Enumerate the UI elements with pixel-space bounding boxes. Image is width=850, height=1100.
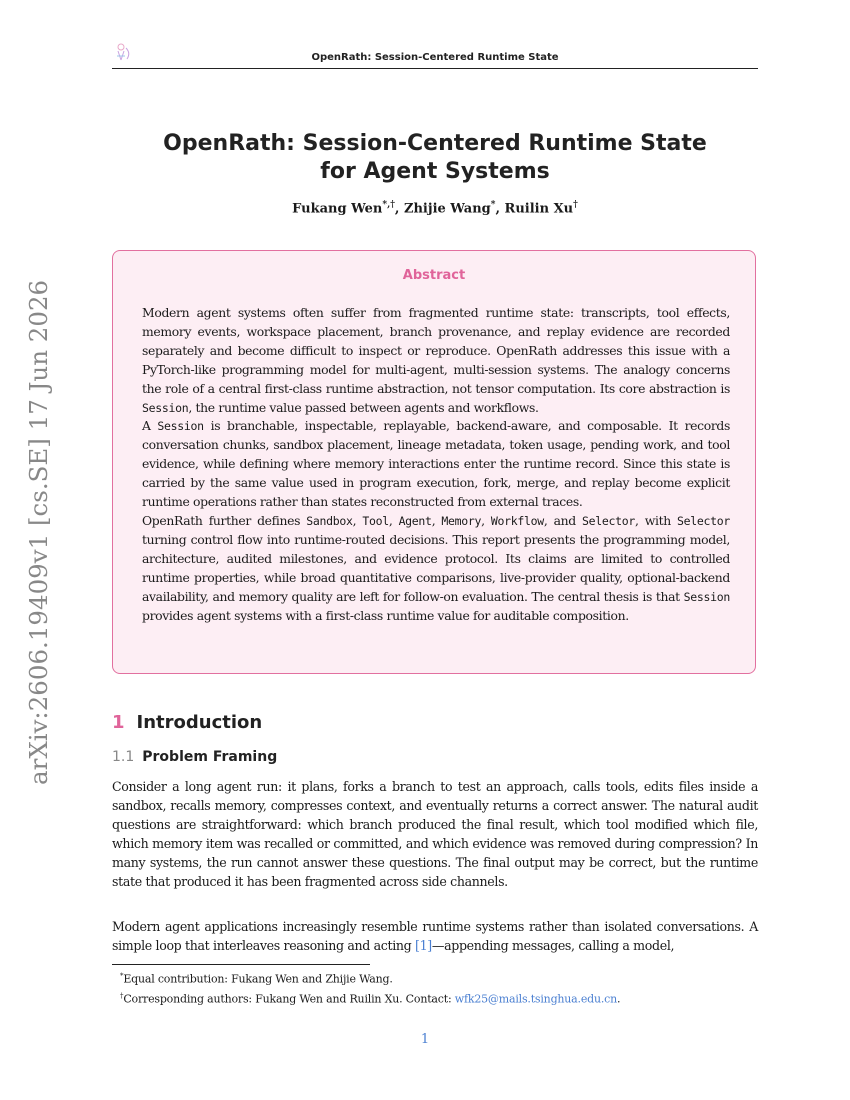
- text-run: ,: [352, 512, 363, 528]
- author-list: Fukang Wen*,†, Zhijie Wang*, Ruilin Xu†: [292, 200, 578, 217]
- code-term: Workflow: [490, 513, 544, 528]
- author-mark: *,†: [382, 200, 395, 210]
- text-run: provides agent systems with a first-class runtime value for auditable composition.: [142, 607, 629, 623]
- author-mark: †: [573, 200, 578, 210]
- footnote-rule: [112, 964, 370, 965]
- code-term: Tool: [362, 513, 389, 528]
- subsection-heading: [112, 749, 277, 765]
- text-run: , with: [634, 512, 677, 528]
- text-run: , and: [543, 512, 582, 528]
- code-term: Selector: [676, 513, 730, 528]
- footnotes: [120, 968, 620, 1007]
- abstract-heading: Abstract: [402, 268, 466, 283]
- subsection-number: 1.1: [112, 749, 135, 765]
- abstract-text: [142, 304, 730, 625]
- section-number: 1: [112, 712, 125, 733]
- paragraph-text: Consider a long agent run: it plans, forks a branch to test an approach, calls tools, edits files inside a sandbox, recalls memory, compresses context, and eventually returns a correct answer. The natural audit questions are straightforward: which branch produced the final result, which tool modified which file, which memory item was recalled or committed, and which evidence was removed during compression? In many systems, the run cannot answer these questions. The final output may be correct, but the runtime state that produced it has been fragmented across side channels.: [112, 779, 758, 889]
- footnote-text: Corresponding authors: Fukang Wen and Ruilin Xu. Contact:: [123, 992, 455, 1006]
- author-mark: *: [490, 200, 496, 210]
- text-run: ,: [388, 512, 399, 528]
- text-run: is branchable, inspectable, replayable, backend-aware, and composable. It records conversation chunks, sandbox placement, lineage metadata, token usage, pending work, and tool evidence, while defining where memory interactions enter the runtime record. Since this state is carried by the same value used in program execution, fork, merge, and replay become explicit runtime operations rather than states reconstructed from external traces.: [142, 418, 730, 510]
- code-term: Session: [157, 419, 204, 434]
- text-run: ,: [431, 512, 442, 528]
- paragraph-text: [112, 918, 758, 956]
- section-heading: [112, 712, 262, 733]
- paper-title: [112, 130, 758, 186]
- code-term: Agent: [398, 513, 432, 528]
- text-run: Modern agent systems often suffer from fragmented runtime state: transcripts, tool effects, memory events, workspace placement, branch provenance, and replay evidence are recorded separately and become difficult to inspect or reproduce. OpenRath addresses this issue with a PyTorch-like programming model for multi-agent, multi-session systems. The analogy concerns the role of a central first-class runtime abstraction, not tensor computation. Its core abstraction is: [142, 305, 730, 396]
- abstract-paragraph: [142, 304, 730, 417]
- title-line-2: for Agent Systems: [320, 159, 550, 184]
- text-run: Modern agent applications increasingly resemble runtime systems rather than isolated conversations. A simple loop that interleaves reasoning and acting: [112, 919, 758, 953]
- footnote-mark: *: [120, 972, 124, 980]
- code-term: Session: [683, 589, 730, 604]
- footnote-text: Equal contribution: Fukang Wen and Zhijie Wang.: [123, 972, 393, 986]
- abstract-box: [112, 250, 756, 674]
- text-run: , the runtime value passed between agents and workflows.: [188, 399, 539, 415]
- author-name: Fukang Wen: [292, 201, 383, 217]
- email-link[interactable]: wfk25@mails.tsinghua.edu.cn: [454, 992, 618, 1006]
- code-term: Selector: [581, 513, 635, 528]
- code-term: Sandbox: [306, 513, 353, 528]
- text-run: —appending messages, calling a model,: [431, 937, 675, 953]
- footnote: [120, 968, 620, 988]
- subsection-title: Problem Framing: [142, 749, 278, 765]
- abstract-paragraph: [142, 512, 730, 625]
- footnote-text: .: [617, 992, 621, 1006]
- code-term: Memory: [441, 513, 482, 528]
- text-run: turning control flow into runtime-routed decisions. This report presents the programming model, architecture, audited milestones, and evidence protocol. Its claims are limited to controlled runtime properties, while broad quantitative comparisons, live-provider quality, optional-backend availability, and memory quality are left for follow-on evaluation. The central thesis is that: [142, 531, 730, 604]
- page-number: 1: [420, 1032, 430, 1047]
- body-paragraph: [112, 778, 758, 891]
- body-paragraph: [112, 918, 758, 956]
- text-run: OpenRath further defines: [142, 512, 307, 528]
- footnote: [120, 988, 620, 1008]
- text-run: A: [142, 418, 158, 434]
- running-title: OpenRath: Session-Centered Runtime State: [311, 52, 559, 63]
- title-line-1: OpenRath: Session-Centered Runtime State: [163, 131, 707, 156]
- author-name: Ruilin Xu: [504, 201, 574, 217]
- citation-link[interactable]: [1]: [415, 937, 432, 953]
- code-term: Session: [142, 400, 189, 415]
- section-title: Introduction: [136, 712, 263, 733]
- text-run: ,: [481, 512, 491, 528]
- abstract-paragraph: [142, 417, 730, 512]
- running-header: [112, 44, 758, 69]
- arxiv-stamp: arXiv:2606.19409v1 [cs.SE] 17 Jun 2026: [24, 279, 53, 785]
- footnote-mark: †: [120, 991, 124, 1000]
- author-name: Zhijie Wang: [403, 201, 491, 217]
